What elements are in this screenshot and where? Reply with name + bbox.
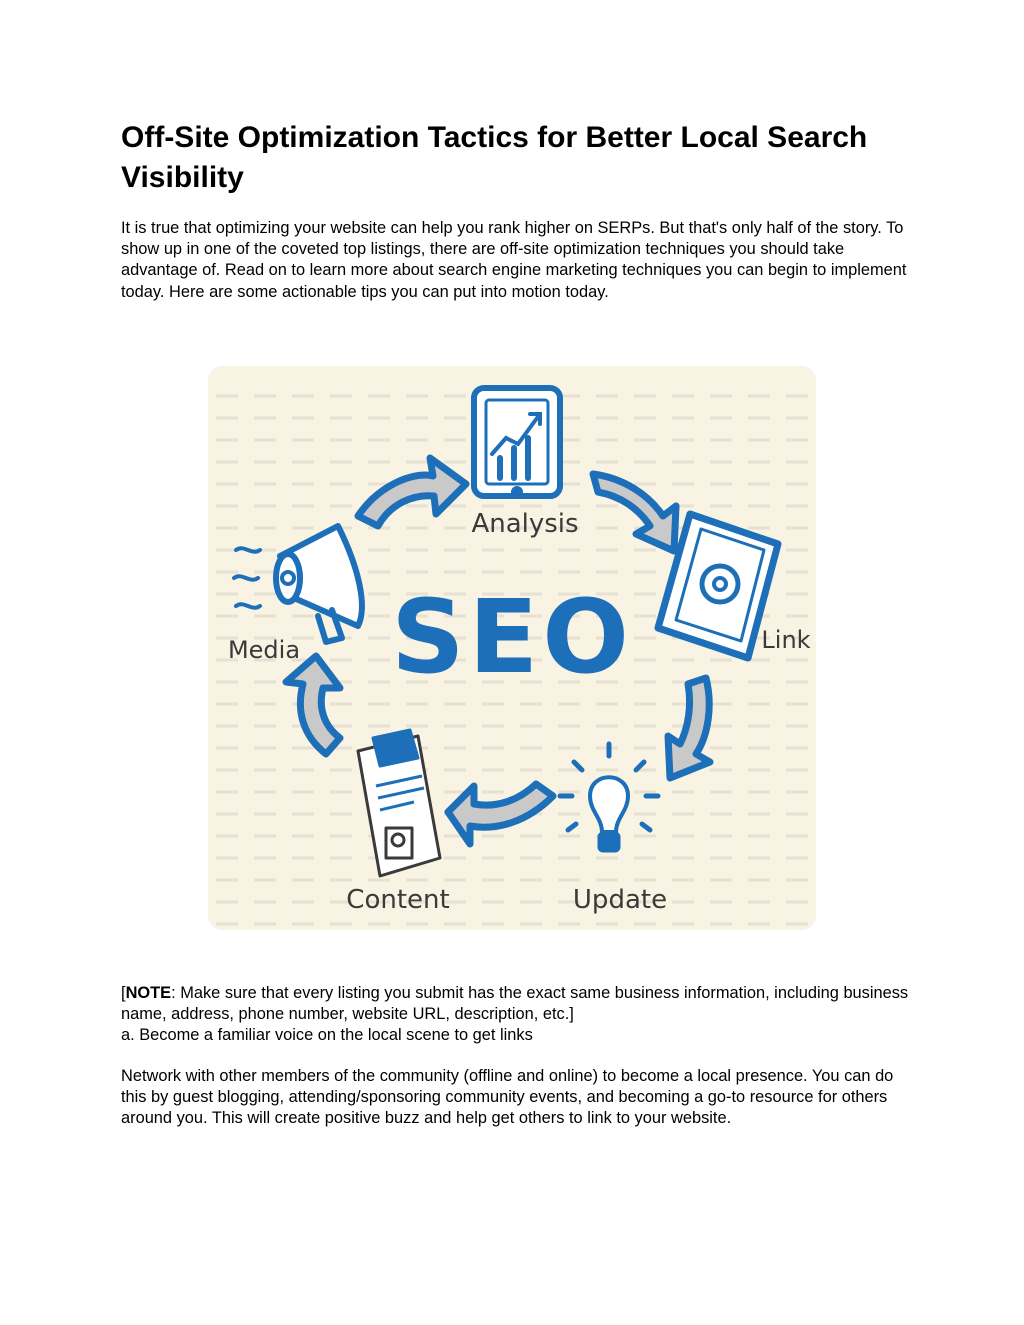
network-paragraph: Network with other members of the community (offline and online) to become a local presence. You can do this by guest blogging, attending/sponsoring community events, and becoming a go-to resource for others around you. This will create positive buzz and help get others to link to your website. (121, 1067, 894, 1128)
analysis-label: Analysis (471, 509, 579, 539)
intro-paragraph: It is true that optimizing your website can help you rank higher on SERPs. But that's only half of the story. To show up in one of the coveted top listings, there are off-site optimization techniques you should take advantage of. Read on to learn more about search engine marketing techniques you can begin to implement today. Here are some actionable tips you can put into motion today. (121, 219, 907, 301)
note-open-bracket: [ (121, 984, 126, 1002)
seo-center-text: SEO (391, 578, 633, 697)
seo-cycle-illustration (208, 366, 816, 930)
note-text: : Make sure that every listing you submit has the exact same business information, including business name, address, phone number, website URL, description, etc.] (121, 984, 909, 1024)
note-label: NOTE (125, 984, 172, 1002)
page-title: Off-Site Optimization Tactics for Better Local Search Visibility (121, 121, 868, 194)
tablet-chart-icon (474, 388, 560, 496)
content-label: Content (346, 885, 450, 915)
media-label: Media (227, 636, 301, 664)
note-subheading: a. Become a familiar voice on the local scene to get links (121, 1026, 533, 1045)
link-label: Link (761, 626, 811, 654)
note-block (121, 983, 911, 1047)
update-label: Update (572, 885, 668, 915)
